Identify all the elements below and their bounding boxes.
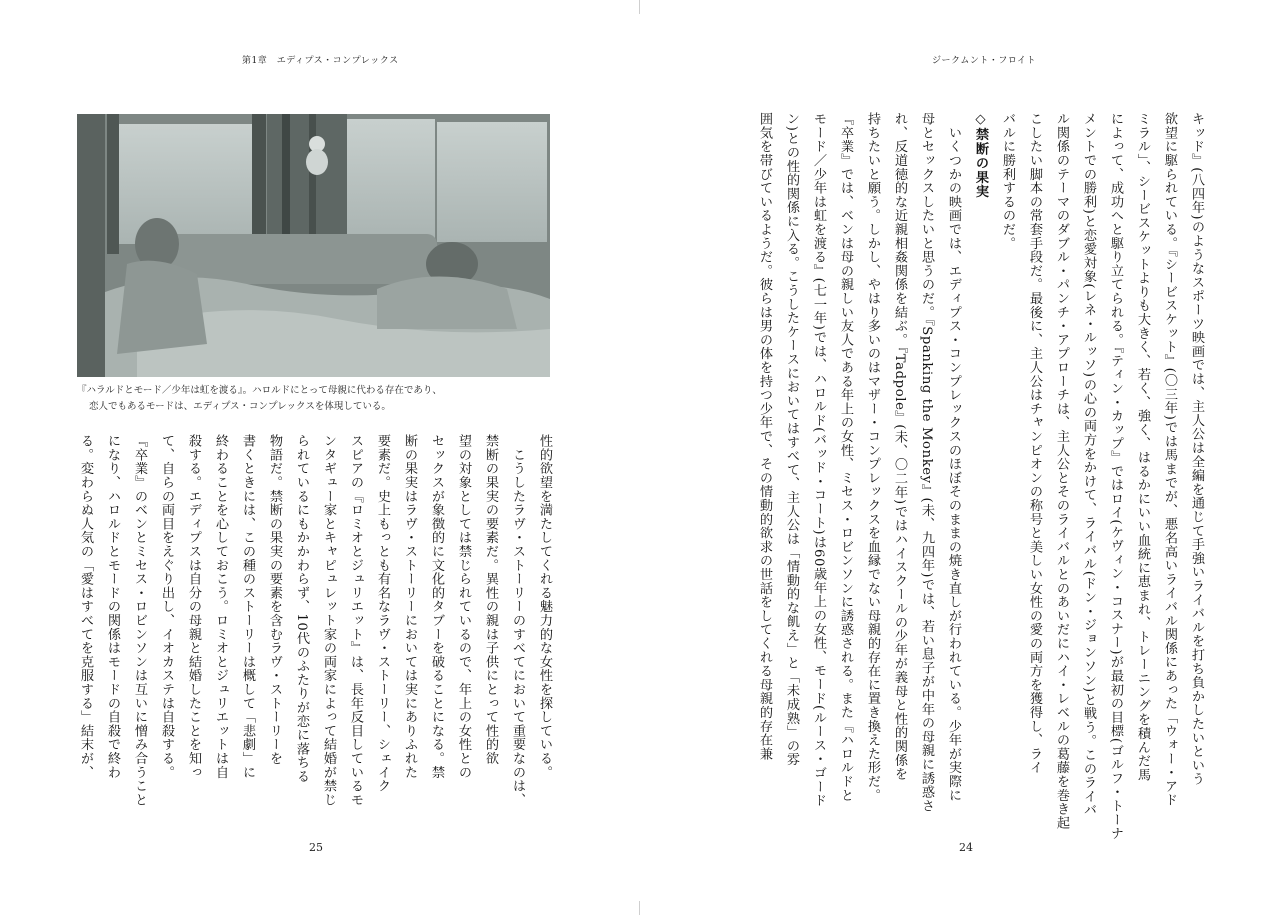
text-line: キッド』(八四年)のようなスポーツ映画では、主人公は全編を通じて手強いライバルを打ち負かしたいという [1189,112,1204,786]
text-line: 断の果実はラヴ・ストーリーにおいては実にありふれた [402,434,417,779]
text-line: メントでの勝利)と恋愛対象(レネ・ルッソ)の心の両方をかけて、ライバル(ドン・ジョンソン)と戦う。このライバ [1081,112,1096,817]
section-heading [967,112,994,822]
text-line: ン)との性的関係に入る。こうしたケースにおいてはすべて、主人公は「情動的な飢え」と「未成熟」の雰 [784,112,799,767]
text-line: いくつかの映画では、エディプス・コンプレックスのほぼそのままの焼き直しが行われている。少年が実際に [946,112,961,802]
text-line: る。変わらぬ人気の「愛はすべてを克服する」結末が、 [78,434,93,779]
text-line: 望の対象としては禁じられているので、年上の女性との [456,434,471,779]
section-heading-text: 禁断の果実 [973,127,988,199]
text-line: 書くときには、この種のストーリーは概して「悲劇」に [240,434,255,779]
running-head: 第1章 エディプス・コンプレックス [242,56,399,66]
text-line: こしたい脚本の常套手段だ。最後に、主人公はチャンピオンの称号と美しい女性の愛の両方を獲得し、ライ [1027,112,1042,775]
text-line: バルに勝利するのだ。 [1000,112,1015,250]
text-line: 物語だ。禁断の果実の要素を含むラヴ・ストーリーを [267,434,282,766]
text-line: られているにもかかわらず、10代のふたりが恋に落ちる [294,434,309,784]
page-number: 25 [309,841,323,854]
text-line: モード／少年は虹を渡る』(七一年)では、ハロルド(バッド・コート)は60歳年上の女性、モード(ルース・ゴード [811,112,826,808]
page-number: 24 [959,841,973,854]
caption-line: 恋人でもあるモードは、エディプス・コンプレックスを体現している。 [89,401,391,412]
text-line: 持ちたいと願う。しかし、やはり多いのはマザー・コンプレックスを血縁でない母親的存在に置き換えた形だ。 [865,112,880,802]
caption-line: 『ハラルドとモード／少年は虹を渡る』。ハロルドにとって母親に代わる存在であり、 [77,385,442,396]
text-line: 禁断の果実の要素だ。異性の親は子供にとって性的欲 [483,434,498,766]
body-text-vertical [78,434,558,822]
text-line: ミラル」、シービスケットよりも大きく、若く、強く、はるかにいい血統に恵まれ、トレーニングを積んだ馬 [1135,112,1150,782]
text-line: によって、成功へと駆り立てられる。『ティン・カップ』ではロイ(ケヴィン・コスナー)が最初の目標(ゴルフ・トーナ [1108,112,1123,841]
text-line: 囲気を帯びているようだ。彼らは男の体を持つ少年で、その情動的欲求の世話をしてくれる母親的存在兼 [757,112,772,761]
text-line: スピアの『ロミオとジュリエット』は、長年反目しているモ [348,434,363,807]
text-line: 終わることを心しておこう。ロミオとジュリエットは自 [213,434,228,779]
text-line: 母とセックスしたいと思うのだ。『Spanking the Monkey』(未、九四年)では、若い息子が中年の母親に誘惑さ [919,112,934,813]
running-head: ジークムント・フロイト [932,56,1037,66]
text-line: 要素だ。史上もっとも有名なラヴ・ストーリー、シェイク [375,434,390,793]
text-line: て、自らの両目をえぐり出し、イオカステは自殺する。 [159,434,174,779]
text-line: ル関係のテーマのダブル・パンチ・アプローチは、主人公とそのライバルとのあいだにハイ・レベルの葛藤を巻き起 [1054,112,1069,830]
text-line: れ、反道徳的な近親相姦関係を結ぶ。『Tadpole』(未、〇二年)ではハイスクールの少年が義母と性的関係を [892,112,907,781]
text-line: 性的欲望を満たしてくれる魅力的な女性を探している。 [537,434,552,779]
text-line: セックスが象徴的に文化的タブーを破ることになる。禁 [429,434,444,779]
text-line: 欲望に駆られている。『シービスケット』(〇三年)では馬までが、悪名高いライバル関係にあった「ウォー・アド [1162,112,1177,807]
text-line: になり、ハロルドとモードの関係はモードの自殺で終わ [105,434,120,779]
photo-caption [77,383,557,415]
body-text-vertical [732,112,1210,841]
text-line: こうしたラヴ・ストーリーのすべてにおいて重要なのは、 [510,434,525,807]
diamond-icon: ◇ [973,112,988,128]
film-still-photo [77,114,550,377]
text-line: 『卒業』のベンとミセス・ロビンソンは互いに憎み合うこと [132,434,147,807]
text-line: 殺する。エディプスは自分の母親と結婚したことを知っ [186,434,201,779]
text-line: 『卒業』では、ベンは母の親しい友人である年上の女性、ミセス・ロビンソンに誘惑される。また『ハロルドと [838,112,853,802]
text-line: ンタギュー家とキャピュレット家の両家によって結婚が禁じ [321,434,336,807]
